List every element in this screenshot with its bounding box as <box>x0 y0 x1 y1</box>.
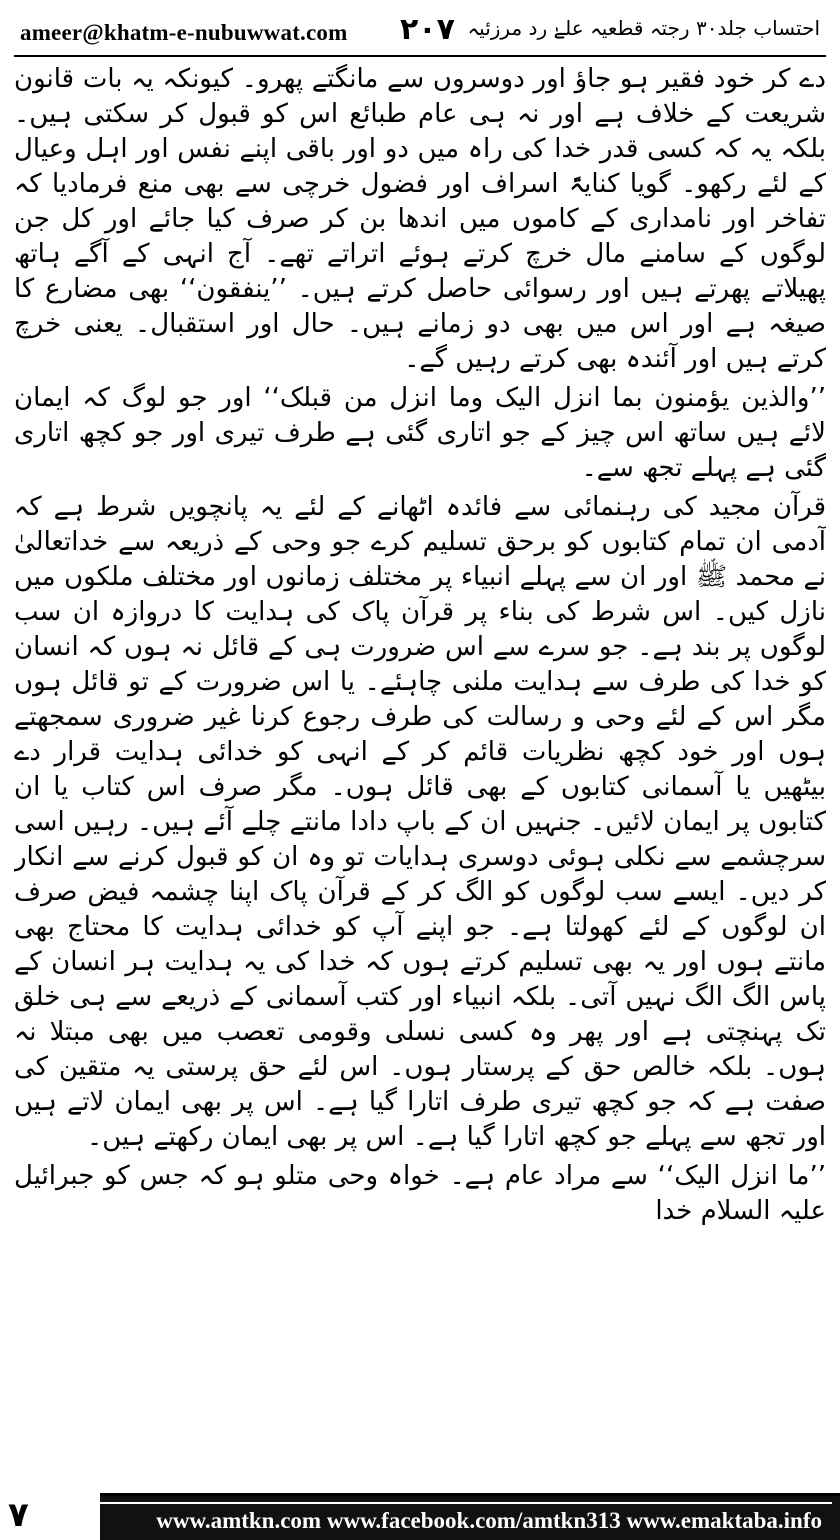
footer-bar <box>100 1496 840 1540</box>
body-text <box>14 62 826 1460</box>
header-rule <box>14 55 826 57</box>
paragraph-1: دے کر خود فقیر ہو جاؤ اور دوسروں سے مانگتے پھرو۔ کیونکہ یہ بات قانون شریعت کے خلاف ہے اور نہ ہی عام طبائع اس کو قبول کر سکتی ہیں۔ بلکہ یہ کہ کسی قدر خدا کی راہ میں دو اور باقی اپنے نفس اور اہل وعیال کے لئے رکھو۔ گویا کنایۃً اسراف اور فضول خرچی سے بھی منع فرمادیا کہ تفاخر اور نامداری کے کاموں میں اندھا بن کر صرف کیا جائے اور کل جن لوگوں کے سامنے مال خرچ کرتے ہوئے اتراتے تھے۔ آج انہی کے آگے ہاتھ پھیلاتے پھرتے ہیں اور رسوائی حاصل کرتے ہیں۔ ’’ینفقون‘‘ بھی مضارع کا صیغہ ہے اور اس میں بھی دو زمانے ہیں۔ حال اور استقبال۔ یعنی خرچ کرتے ہیں اور آئندہ بھی کرتے رہیں گے۔ <box>14 64 826 374</box>
header-title: احتساب جلد۳۰ رجتہ قطعیہ علےٰ رد مرزئیہ <box>467 16 820 40</box>
footer-page-box <box>0 1493 100 1540</box>
header-email[interactable]: ameer@khatm-e-nubuwwat.com <box>20 20 348 45</box>
paragraph-4: ’’ما انزل الیک‘‘ سے مراد عام ہے۔ خواہ وحی متلو ہو کہ جس کو جبرائیل علیہ السلام خدا <box>14 1161 826 1226</box>
paragraph-3: قرآن مجید کی رہنمائی سے فائدہ اٹھانے کے لئے یہ پانچویں شرط ہے کہ آدمی ان تمام کتابوں کو برحق تسلیم کرے جو وحی کے ذریعہ سے خداتعالیٰ نے محمد ﷺ اور ان سے پہلے انبیاء پر مختلف زمانوں اور مختلف ملکوں میں نازل کیں۔ اس شرط کی بناء پر قرآن پاک کی ہدایت کا دروازہ ان سب لوگوں پر بند ہے۔ جو سرے سے اس ضرورت ہی کے قائل نہ ہوں کہ انسان کو خدا کی طرف سے ہدایت ملنی چاہئے۔ یا اس ضرورت کے تو قائل ہوں مگر اس کے لئے وحی و رسالت کی طرف رجوع کرنا غیر ضروری سمجھتے ہوں اور خود کچھ نظریات قائم کر کے انہی کو خدائی ہدایت قرار دے بیٹھیں یا آسمانی کتابوں کے بھی قائل ہوں۔ مگر صرف اس کتاب یا ان کتابوں پر ایمان لائیں۔ جنہیں ان کے باپ دادا مانتے چلے آئے ہیں۔ رہیں اسی سرچشمے سے نکلی ہوئی دوسری ہدایات تو وہ ان کو قبول کرنے سے انکار کر دیں۔ ایسے سب لوگوں کو الگ کر کے قرآن پاک اپنا چشمہ فیض صرف ان لوگوں کے لئے کھولتا ہے۔ جو اپنے آپ کو خدائی ہدایت کا محتاج بھی مانتے ہوں اور یہ بھی تسلیم کرتے ہوں کہ خدا کی یہ ہدایت ہر انسان کے پاس الگ الگ نہیں آتی۔ بلکہ انبیاء اور کتب آسمانی کے ذریعے سے ہی خلق تک پہنچتی ہے اور پھر وہ کسی نسلی وقومی تعصب میں بھی مبتلا نہ ہوں۔ بلکہ خالص حق کے پرستار ہوں۔ اس لئے حق پرستی یہ متقین کی صفت ہے کہ جو کچھ تیری طرف اتارا گیا ہے۔ اس پر بھی ایمان لاتے ہیں اور تجھ سے پہلے جو کچھ اتارا گیا ہے۔ اس پر بھی ایمان رکھتے ہیں۔ <box>14 492 826 1152</box>
page-header <box>14 10 826 54</box>
footer-bar-inner <box>100 1502 832 1538</box>
footer-urls[interactable]: www.amtkn.com www.facebook.com/amtkn313 www.emaktaba.info <box>156 1508 822 1533</box>
page-footer <box>0 1493 840 1540</box>
header-page-number: ۲۰۷ <box>400 12 455 47</box>
footer-page-number: ۷ <box>8 1495 29 1535</box>
paragraph-2: ’’والذین یؤمنون بما انزل الیک وما انزل من قبلک‘‘ اور جو لوگ کہ ایمان لائے ہیں ساتھ اس چیز کے جو اتاری گئی ہے طرف تیری اور جو کچھ اتاری گئی ہے پہلے تجھ سے۔ <box>14 383 826 483</box>
